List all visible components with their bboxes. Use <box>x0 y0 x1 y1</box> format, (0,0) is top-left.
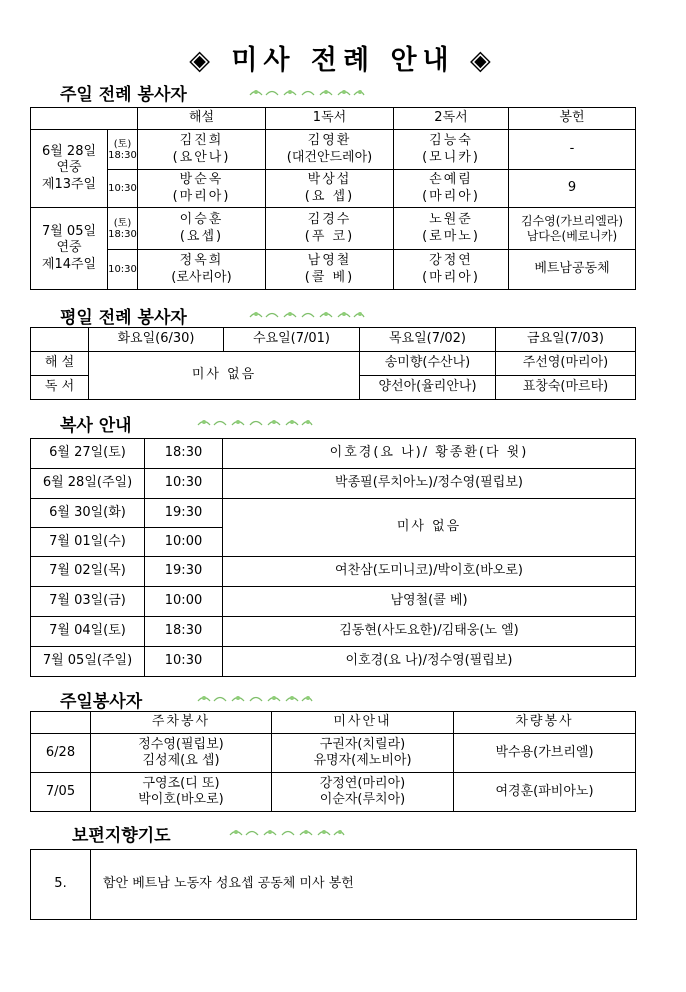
corner-cell <box>31 108 138 130</box>
baptismal-name: (요안나) <box>172 149 231 165</box>
service-time: 19:30 <box>145 499 223 528</box>
volunteer-date: 6/28 <box>31 734 91 773</box>
service-time: 10:30 <box>145 647 223 677</box>
baptismal-name: (요 셉) <box>304 188 355 204</box>
service-date: 7월 01일(수) <box>31 528 145 557</box>
reading1-cell <box>266 250 394 290</box>
baptismal-name: (요셉) <box>179 228 224 244</box>
baptismal-name: (마리아) <box>172 188 231 204</box>
header-reading2: 2독서 <box>394 108 509 130</box>
service-time: 10:00 <box>145 528 223 557</box>
service-date: 6월 28일(주일) <box>31 469 145 499</box>
header-driver: 차량봉사 <box>454 712 636 734</box>
reading2-cell <box>394 250 509 290</box>
sunday-week: 제13주일 <box>41 176 97 192</box>
volunteer-name: 남영철 <box>307 253 352 269</box>
server-names: 김동현(사도요한)/김태웅(노 엘) <box>223 617 636 647</box>
reading1-cell <box>266 130 394 170</box>
sunday-date: 6월 28일 <box>41 144 97 160</box>
volunteer-name: 정수영(필립보) <box>138 736 224 752</box>
altar-service-table <box>30 438 636 677</box>
volunteer-date: 7/05 <box>31 773 91 812</box>
volunteer-name: 김진희 <box>179 133 224 149</box>
mass-time: (토) 18:30 <box>108 208 138 250</box>
header-offertory: 봉헌 <box>509 108 636 130</box>
prayer-text: 함안 베트남 노동자 성요셉 공동체 미사 봉헌 <box>91 850 637 920</box>
thursday-reading: 양선아(율리안나) <box>360 376 496 400</box>
sunday-date-cell <box>31 208 108 290</box>
volunteer-name: 구권자(치릴라) <box>319 736 406 752</box>
weekday-liturgy-table <box>30 327 636 400</box>
volunteer-name: 이승훈 <box>179 212 224 228</box>
volunteer-name: 노원준 <box>429 212 473 228</box>
day-header: 수요일(7/01) <box>224 328 360 352</box>
sunday-liturgy-heading: 주일 전례 봉사자 <box>60 85 187 105</box>
sunday-date-cell <box>31 130 108 208</box>
volunteer-name: 김성제(요 셉) <box>142 753 220 768</box>
offertory-cell: - <box>509 130 636 170</box>
driver-cell: 여경훈(파비아노) <box>454 773 636 812</box>
commentary-cell <box>138 130 266 170</box>
commentary-cell <box>138 250 266 290</box>
baptismal-name: (마리아) <box>422 269 480 285</box>
reading2-cell <box>394 208 509 250</box>
reading2-cell <box>394 130 509 170</box>
service-time: 19:30 <box>145 557 223 587</box>
baptismal-name: (로사리아) <box>171 269 232 285</box>
day-header: 화요일(6/30) <box>89 328 224 352</box>
weekday-liturgy-heading: 평일 전례 봉사자 <box>60 308 187 328</box>
flower-decoration-icon <box>196 416 314 428</box>
guide-cell <box>272 773 454 812</box>
sunday-season: 연중 <box>56 240 82 256</box>
volunteer-name: 손예림 <box>429 172 473 188</box>
friday-reading: 표창숙(마르타) <box>496 376 636 400</box>
baptismal-name: (마리아) <box>422 188 480 204</box>
mass-time: 10:30 <box>108 250 138 290</box>
driver-cell: 박수용(가브리엘) <box>454 734 636 773</box>
offertory-cell: 베트남공동체 <box>509 250 636 290</box>
header-guide: 미사안내 <box>272 712 454 734</box>
service-time: 18:30 <box>145 617 223 647</box>
commentary-cell <box>138 170 266 208</box>
service-date: 6월 27일(토) <box>31 439 145 469</box>
commentary-cell <box>138 208 266 250</box>
guide-cell <box>272 734 454 773</box>
header-commentary: 해설 <box>138 108 266 130</box>
server-names: 이호경(요 나)/ 황종환(다 윗) <box>223 439 636 469</box>
header-reading1: 1독서 <box>266 108 394 130</box>
altar-service-heading: 복사 안내 <box>60 416 132 436</box>
server-names: 미사 없음 <box>223 499 636 557</box>
flower-decoration-icon <box>248 308 366 320</box>
sunday-season: 연중 <box>56 160 82 176</box>
server-names: 이호경(요 나)/정수영(필립보) <box>223 647 636 677</box>
mass-time: 10:30 <box>108 170 138 208</box>
volunteer-name: 이순자(루치아) <box>319 792 406 807</box>
mass-time: (토) 18:30 <box>108 130 138 170</box>
volunteer-name: 정옥희 <box>179 253 224 269</box>
server-names: 박종필(루치아노)/정수영(필립보) <box>223 469 636 499</box>
volunteer-name: 김경수 <box>307 212 352 228</box>
volunteer-name: 강정연(마리아) <box>319 775 406 791</box>
service-time: 10:00 <box>145 587 223 617</box>
baptismal-name: (모니카) <box>422 149 480 165</box>
volunteer-name: 박상섭 <box>307 172 352 188</box>
flower-decoration-icon <box>196 692 314 704</box>
row-label-reading: 독 서 <box>31 376 89 400</box>
sunday-volunteers-heading: 주일봉사자 <box>60 692 143 712</box>
flower-decoration-icon <box>248 86 366 98</box>
prayer-number: 5. <box>31 850 91 920</box>
thursday-commentary: 송미향(수산나) <box>360 352 496 376</box>
service-date: 6월 30일(화) <box>31 499 145 528</box>
flower-decoration-icon <box>228 826 346 838</box>
volunteer-name: 유명자(제노비아) <box>313 753 412 768</box>
parking-cell <box>91 773 272 812</box>
page-title: ◈ 미사 전례 안내 ◈ <box>189 45 497 76</box>
prayer-table <box>30 849 637 920</box>
volunteer-name: 박이호(바오로) <box>138 792 224 807</box>
service-time: 10:30 <box>145 469 223 499</box>
service-date: 7월 04일(토) <box>31 617 145 647</box>
service-date: 7월 02일(목) <box>31 557 145 587</box>
service-date: 7월 05일(주일) <box>31 647 145 677</box>
sunday-volunteers-table <box>30 711 636 812</box>
baptismal-name: (콜 베) <box>304 269 355 285</box>
day-header: 금요일(7/03) <box>496 328 636 352</box>
volunteer-name: 김능숙 <box>429 133 473 149</box>
sunday-week: 제14주일 <box>41 256 97 272</box>
volunteer-name: 방순옥 <box>179 172 224 188</box>
prayer-heading: 보편지향기도 <box>72 826 171 846</box>
server-names: 남영철(콜 베) <box>223 587 636 617</box>
volunteer-name: 김영환 <box>307 133 352 149</box>
reading1-cell <box>266 170 394 208</box>
header-parking: 주차봉사 <box>91 712 272 734</box>
reading2-cell <box>394 170 509 208</box>
service-date: 7월 03일(금) <box>31 587 145 617</box>
corner-cell <box>31 712 91 734</box>
parking-cell <box>91 734 272 773</box>
baptismal-name: (푸 코) <box>304 228 355 244</box>
friday-commentary: 주선영(마리아) <box>496 352 636 376</box>
offertory-cell: 9 <box>509 170 636 208</box>
service-time: 18:30 <box>145 439 223 469</box>
baptismal-name: (대건안드레아) <box>286 149 373 165</box>
volunteer-name: 구영조(디 또) <box>142 775 220 791</box>
sunday-liturgy-table <box>30 107 636 290</box>
volunteer-name: 강정연 <box>429 253 473 269</box>
day-header: 목요일(7/02) <box>360 328 496 352</box>
corner-cell <box>31 328 89 352</box>
no-mass-cell: 미사 없음 <box>89 352 360 400</box>
sunday-date: 7월 05일 <box>41 224 97 240</box>
offertory-cell: 김수영(가브리엘라) 남다은(베로니카) <box>509 208 636 250</box>
server-names: 여찬삼(도미니코)/박이호(바오로) <box>223 557 636 587</box>
reading1-cell <box>266 208 394 250</box>
row-label-commentary: 해 설 <box>31 352 89 376</box>
baptismal-name: (로마노) <box>422 228 480 244</box>
